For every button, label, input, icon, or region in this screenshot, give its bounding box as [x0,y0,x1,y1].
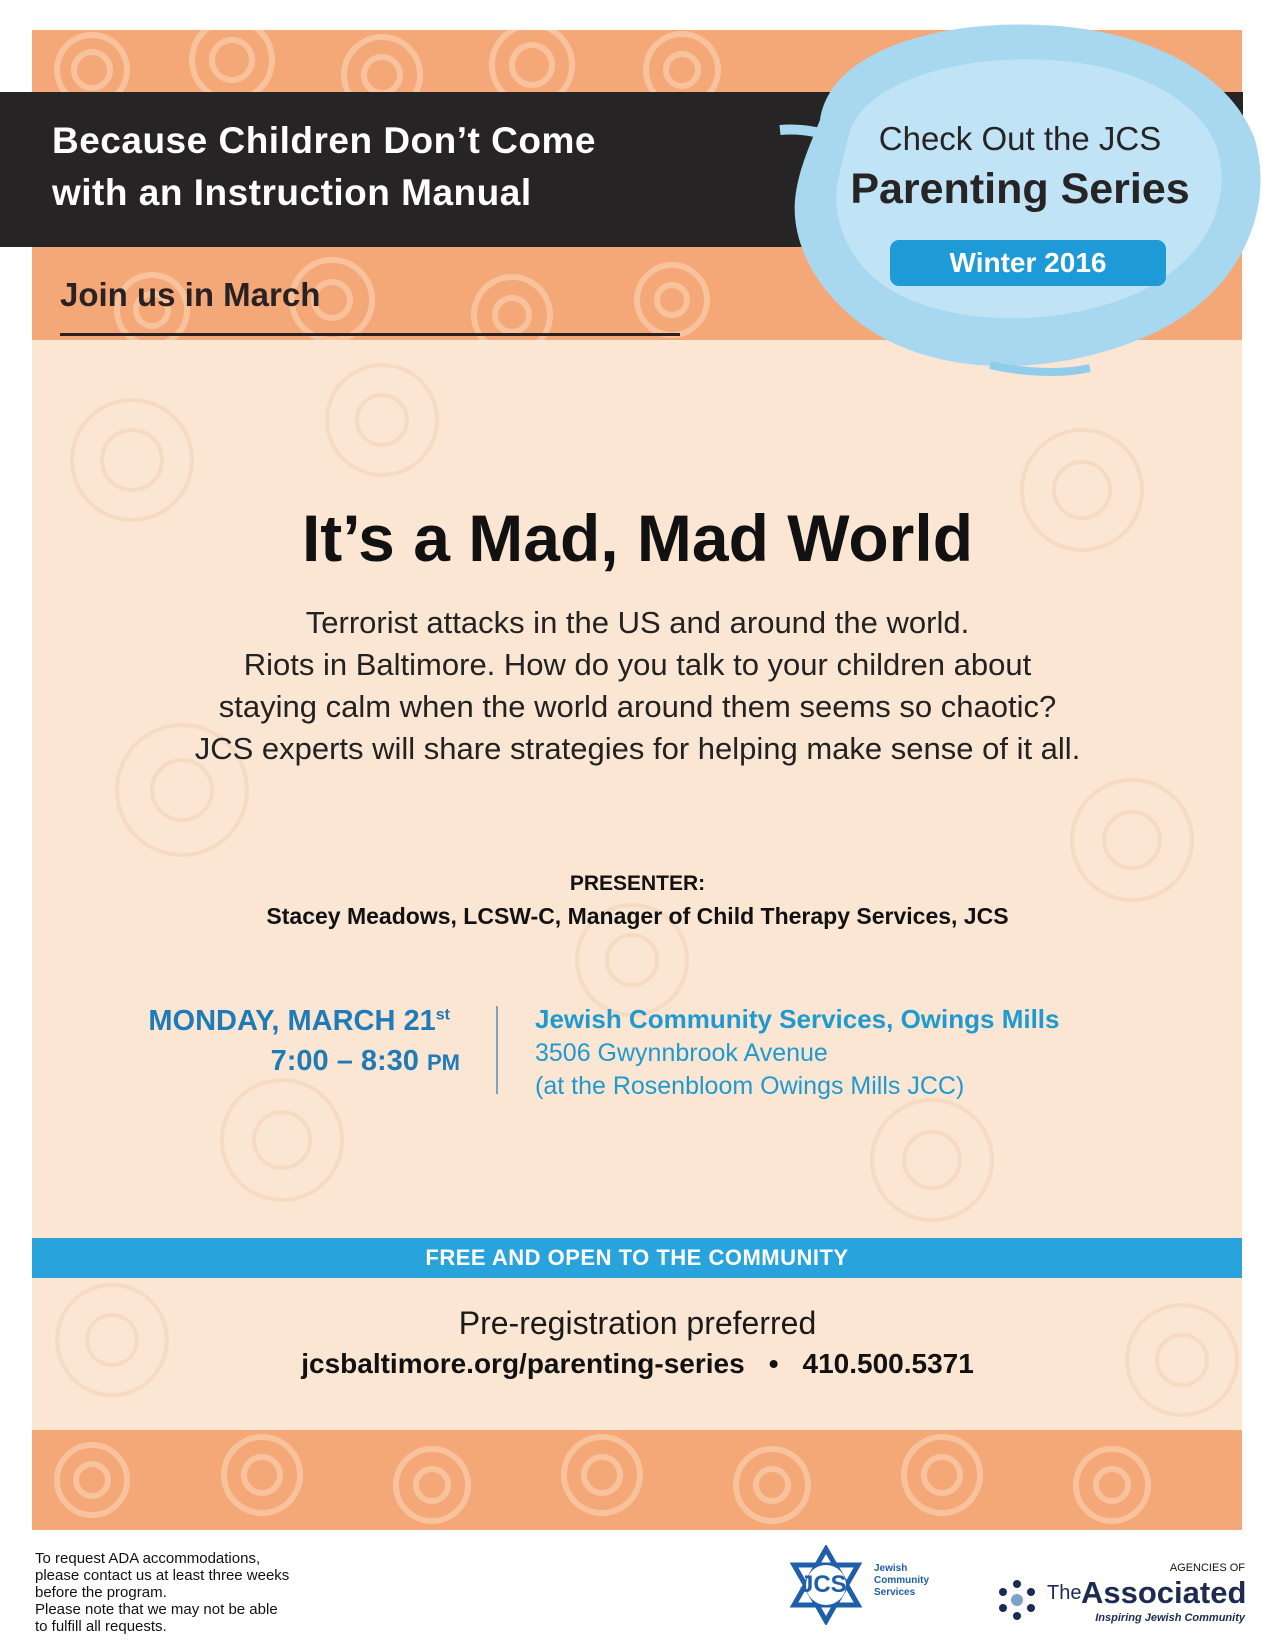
associated-the: The [1047,1582,1082,1604]
ada-line3: before the program. [35,1584,167,1601]
ada-line2: please contact us at least three weeks [35,1567,290,1584]
join-rule [60,333,680,336]
description-line2: Riots in Baltimore. How do you talk to your children about [243,647,1032,682]
associated-logo [995,1562,1245,1632]
event-date [120,1005,450,1038]
event-divider [496,1006,498,1094]
event-date-suffix: st [435,1006,450,1024]
event-date-text: MONDAY, MARCH 21 [148,1005,436,1037]
badge-line2: Parenting Series [850,165,1190,213]
jcs-text3: Services [874,1587,916,1598]
address-line2: (at the Rosenbloom Owings Mills JCC) [535,1072,965,1100]
event-time [120,1045,460,1078]
associated-tagline: Inspiring Jewish Community [1095,1612,1245,1624]
presenter-name: Stacey Meadows, LCSW-C, Manager of Child Therapy Services, JCS [266,903,1009,929]
associated-small: AGENCIES OF [1169,1562,1245,1574]
description-line3: staying calm when the world around them seems so chaotic? [218,689,1057,724]
swirl-pattern-bottom [32,1430,1242,1530]
free-bar: FREE AND OPEN TO THE COMMUNITY [32,1238,1242,1278]
event-time-text: 7:00 – 8:30 [270,1045,419,1077]
ada-line4: Please note that we may not be able [35,1601,278,1618]
badge-line1: Check Out the JCS [878,120,1162,157]
headline [52,115,596,219]
associated-star-icon [995,1578,1039,1622]
description-line4: JCS experts will share strategies for helping make sense of it all. [194,731,1081,766]
event-description [120,602,1155,770]
website-link[interactable]: jcsbaltimore.org/parenting-series [301,1348,745,1379]
event-time-suffix: PM [427,1050,460,1075]
location-name: Jewish Community Services, Owings Mills [535,1004,1060,1034]
presenter-label: PRESENTER: [569,872,706,895]
badge-season-pill: Winter 2016 [890,240,1166,286]
associated-name: Associated [1081,1575,1247,1610]
swirl-band-bottom [32,1430,1242,1530]
description-line1: Terrorist attacks in the US and around the world. [305,605,970,640]
ada-notice [35,1550,395,1635]
ada-line5: to fulfill all requests. [35,1618,167,1635]
headline-line2: with an Instruction Manual [52,172,532,213]
contact-line [0,1348,1275,1380]
location-address [535,1037,964,1103]
phone-number[interactable]: 410.500.5371 [802,1348,974,1379]
address-line1: 3506 Gwynnbrook Avenue [535,1039,828,1067]
headline-line1: Because Children Don’t Come [52,120,596,161]
preregistration-text: Pre-registration preferred [458,1305,817,1341]
jcs-text1: Jewish [874,1563,908,1574]
jcs-logo [786,1545,946,1625]
join-text: Join us in March [60,276,321,313]
jcs-mark: JCS [800,1571,847,1598]
ada-line1: To request ADA accommodations, [35,1550,261,1567]
jcs-text2: Community [874,1575,929,1586]
contact-separator: • [768,1348,779,1379]
event-title: It’s a Mad, Mad World [301,501,974,575]
